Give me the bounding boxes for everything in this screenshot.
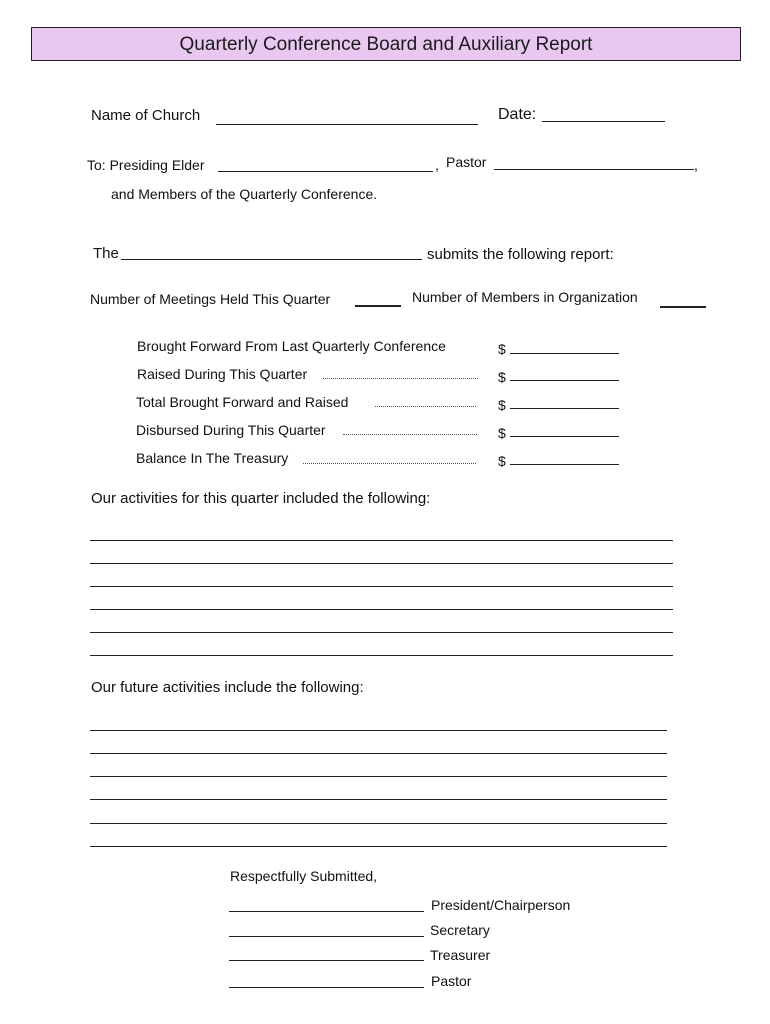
current-activities-label: Our activities for this quarter included the following: xyxy=(91,490,431,507)
amount-field[interactable] xyxy=(510,464,619,465)
presiding-elder-label: To: Presiding Elder xyxy=(87,157,205,173)
page-title: Quarterly Conference Board and Auxiliary Report xyxy=(31,27,741,61)
future-activities-label: Our future activities include the following: xyxy=(91,679,364,696)
organization-name-field[interactable] xyxy=(121,259,422,260)
submits-text: submits the following report: xyxy=(427,246,614,263)
amount-field[interactable] xyxy=(510,408,619,409)
currency-symbol: $ xyxy=(498,369,506,385)
members-count-field[interactable] xyxy=(660,306,706,308)
role-label: Treasurer xyxy=(430,947,491,963)
amount-field[interactable] xyxy=(510,436,619,437)
finance-row-label: Brought Forward From Last Quarterly Conference xyxy=(137,338,446,354)
activity-line[interactable] xyxy=(90,586,673,587)
pastor-label: Pastor xyxy=(446,154,487,170)
activity-line[interactable] xyxy=(90,609,673,610)
dot-leader xyxy=(303,463,476,464)
comma-separator: , xyxy=(435,157,439,173)
role-label: Secretary xyxy=(430,922,490,938)
currency-symbol: $ xyxy=(498,397,506,413)
amount-field[interactable] xyxy=(510,380,619,381)
role-label: President/Chairperson xyxy=(431,897,571,913)
dot-leader xyxy=(343,434,477,435)
activity-line[interactable] xyxy=(90,823,667,824)
activity-line[interactable] xyxy=(90,846,667,847)
dot-leader xyxy=(375,406,476,407)
activity-line[interactable] xyxy=(90,730,667,731)
activity-line[interactable] xyxy=(90,632,673,633)
finance-row-label: Raised During This Quarter xyxy=(137,366,308,382)
meetings-count-field[interactable] xyxy=(355,305,401,307)
signature-line-pastor[interactable] xyxy=(229,987,424,988)
activity-line[interactable] xyxy=(90,799,667,800)
amount-field[interactable] xyxy=(510,353,619,354)
role-label: Pastor xyxy=(431,973,472,989)
currency-symbol: $ xyxy=(498,341,506,357)
activity-line[interactable] xyxy=(90,563,673,564)
finance-row-label: Disbursed During This Quarter xyxy=(136,422,326,438)
activity-line[interactable] xyxy=(90,540,673,541)
dot-leader xyxy=(323,378,478,379)
pastor-field[interactable] xyxy=(494,169,694,170)
activity-line[interactable] xyxy=(90,753,667,754)
meetings-count-label: Number of Meetings Held This Quarter xyxy=(90,291,331,307)
currency-symbol: $ xyxy=(498,425,506,441)
presiding-elder-field[interactable] xyxy=(218,171,433,172)
closing-text: Respectfully Submitted, xyxy=(230,868,378,884)
signature-line-secretary[interactable] xyxy=(229,936,424,937)
date-label: Date: xyxy=(498,106,537,123)
members-count-label: Number of Members in Organization xyxy=(412,289,638,305)
comma-separator: , xyxy=(694,157,698,173)
finance-row-label: Balance In The Treasury xyxy=(136,450,289,466)
church-name-field[interactable] xyxy=(216,124,478,125)
signature-line-treasurer[interactable] xyxy=(229,960,424,961)
activity-line[interactable] xyxy=(90,655,673,656)
date-field[interactable] xyxy=(542,121,665,122)
church-name-label: Name of Church xyxy=(91,107,201,124)
signature-line-president[interactable] xyxy=(229,911,424,912)
finance-row-label: Total Brought Forward and Raised xyxy=(136,394,349,410)
activity-line[interactable] xyxy=(90,776,667,777)
members-addressee-text: and Members of the Quarterly Conference. xyxy=(111,186,378,202)
the-label: The xyxy=(93,245,119,262)
currency-symbol: $ xyxy=(498,453,506,469)
